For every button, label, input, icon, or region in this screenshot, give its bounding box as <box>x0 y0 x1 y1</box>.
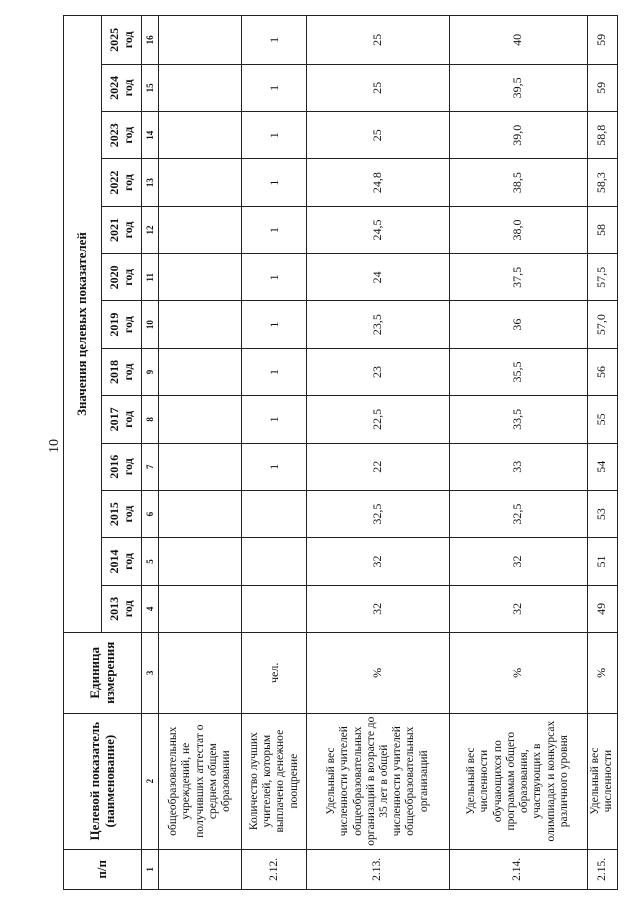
value-cell: 58 <box>587 206 617 253</box>
unit-cell: % <box>307 633 449 714</box>
row-number: 2.12. <box>242 849 307 889</box>
header-year-10: 2023 год <box>102 112 142 159</box>
row-number: 2.15. <box>587 849 617 889</box>
value-cell: 1 <box>242 301 307 348</box>
value-cell: 36 <box>449 301 587 348</box>
column-number-12: 13 <box>142 159 159 206</box>
value-cell: 1 <box>242 112 307 159</box>
value-cell: 32,5 <box>449 490 587 537</box>
table-row <box>587 16 617 890</box>
value-cell: 22,5 <box>307 396 449 443</box>
unit-cell: % <box>587 633 617 714</box>
value-cell: 39,0 <box>449 112 587 159</box>
value-cell: 57,0 <box>587 301 617 348</box>
table-row <box>242 16 307 890</box>
value-cell <box>242 538 307 585</box>
table-body <box>159 16 618 890</box>
value-cell: 53 <box>587 490 617 537</box>
page-number: 10 <box>47 439 62 453</box>
header-year-12: 2025 год <box>102 16 142 65</box>
value-cell: 1 <box>242 254 307 301</box>
header-pn: п/п <box>64 849 142 889</box>
header-indicator: Целевой показатель (наименование) <box>64 713 142 849</box>
column-number-4: 5 <box>142 538 159 585</box>
value-cell <box>159 159 242 206</box>
column-number-3: 4 <box>142 585 159 632</box>
column-number-13: 14 <box>142 112 159 159</box>
unit-cell <box>159 633 242 714</box>
rotated-page-area <box>63 15 618 890</box>
column-number-9: 10 <box>142 301 159 348</box>
value-cell: 49 <box>587 585 617 632</box>
row-number <box>159 849 242 889</box>
header-year-11: 2024 год <box>102 64 142 111</box>
value-cell <box>159 538 242 585</box>
unit-cell: % <box>449 633 587 714</box>
column-number-15: 16 <box>142 16 159 65</box>
value-cell: 25 <box>307 16 449 65</box>
header-year-2: 2015 год <box>102 490 142 537</box>
column-number-14: 15 <box>142 64 159 111</box>
value-cell: 24,5 <box>307 206 449 253</box>
column-number-10: 11 <box>142 254 159 301</box>
value-cell <box>159 348 242 395</box>
value-cell <box>159 112 242 159</box>
value-cell: 1 <box>242 64 307 111</box>
value-cell: 1 <box>242 16 307 65</box>
table-row <box>307 16 449 890</box>
header-values-title: Значения целевых показателей <box>64 16 102 633</box>
column-number-0: 1 <box>142 849 159 889</box>
value-cell: 24,8 <box>307 159 449 206</box>
value-cell <box>159 585 242 632</box>
header-year-4: 2017 год <box>102 396 142 443</box>
value-cell <box>159 490 242 537</box>
value-cell: 1 <box>242 159 307 206</box>
value-cell: 37,5 <box>449 254 587 301</box>
indicator-name: общеобразовательных учреждений, не получивших аттестат о среднем общем образовании <box>159 713 242 849</box>
header-column-numbers-row <box>142 16 159 890</box>
value-cell: 38,5 <box>449 159 587 206</box>
value-cell <box>159 301 242 348</box>
value-cell: 23,5 <box>307 301 449 348</box>
header-year-5: 2018 год <box>102 348 142 395</box>
value-cell <box>242 490 307 537</box>
value-cell <box>159 206 242 253</box>
header-year-6: 2019 год <box>102 301 142 348</box>
value-cell: 32 <box>449 538 587 585</box>
column-number-2: 3 <box>142 633 159 714</box>
value-cell: 1 <box>242 396 307 443</box>
value-cell: 54 <box>587 443 617 490</box>
rotated-table-container <box>63 15 618 890</box>
value-cell: 23 <box>307 348 449 395</box>
value-cell: 39,5 <box>449 64 587 111</box>
value-cell <box>159 254 242 301</box>
value-cell: 35,5 <box>449 348 587 395</box>
value-cell: 25 <box>307 112 449 159</box>
header-year-8: 2021 год <box>102 206 142 253</box>
unit-cell: чел. <box>242 633 307 714</box>
value-cell: 33,5 <box>449 396 587 443</box>
value-cell: 51 <box>587 538 617 585</box>
table-row <box>449 16 587 890</box>
indicator-name: Удельный вес численности <box>587 713 617 849</box>
header-year-1: 2014 год <box>102 538 142 585</box>
column-number-7: 8 <box>142 396 159 443</box>
value-cell <box>159 396 242 443</box>
header-year-3: 2016 год <box>102 443 142 490</box>
value-cell: 22 <box>307 443 449 490</box>
header-year-9: 2022 год <box>102 159 142 206</box>
value-cell: 24 <box>307 254 449 301</box>
value-cell: 59 <box>587 64 617 111</box>
value-cell: 58,8 <box>587 112 617 159</box>
column-number-5: 6 <box>142 490 159 537</box>
row-number: 2.14. <box>449 849 587 889</box>
value-cell <box>159 443 242 490</box>
value-cell <box>159 64 242 111</box>
indicator-name: Удельный вес численности учителей общеобразовательных организаций в возрасте до 35 лет в общей численности учителей общеобразовательных организаций <box>307 713 449 849</box>
column-number-1: 2 <box>142 713 159 849</box>
column-number-6: 7 <box>142 443 159 490</box>
value-cell: 38,0 <box>449 206 587 253</box>
column-number-8: 9 <box>142 348 159 395</box>
value-cell <box>242 585 307 632</box>
value-cell: 59 <box>587 16 617 65</box>
value-cell: 32 <box>449 585 587 632</box>
value-cell: 25 <box>307 64 449 111</box>
target-indicators-table <box>63 15 618 890</box>
value-cell: 1 <box>242 443 307 490</box>
value-cell: 1 <box>242 348 307 395</box>
indicator-name: Количество лучших учителей, которым выплачено денежное поощрение <box>242 713 307 849</box>
column-number-11: 12 <box>142 206 159 253</box>
value-cell: 57,5 <box>587 254 617 301</box>
indicator-name: Удельный вес численности обучающихся по программам общего образования, участвующих в олимпиадах и конкурсах различного уровня <box>449 713 587 849</box>
value-cell: 55 <box>587 396 617 443</box>
value-cell: 32 <box>307 585 449 632</box>
header-unit: Единица измерения <box>64 633 142 714</box>
row-number: 2.13. <box>307 849 449 889</box>
value-cell <box>159 16 242 65</box>
value-cell: 1 <box>242 206 307 253</box>
value-cell: 33 <box>449 443 587 490</box>
header-year-0: 2013 год <box>102 585 142 632</box>
value-cell: 32 <box>307 538 449 585</box>
value-cell: 40 <box>449 16 587 65</box>
value-cell: 32,5 <box>307 490 449 537</box>
value-cell: 56 <box>587 348 617 395</box>
header-year-7: 2020 год <box>102 254 142 301</box>
table-row <box>159 16 242 890</box>
value-cell: 58,3 <box>587 159 617 206</box>
